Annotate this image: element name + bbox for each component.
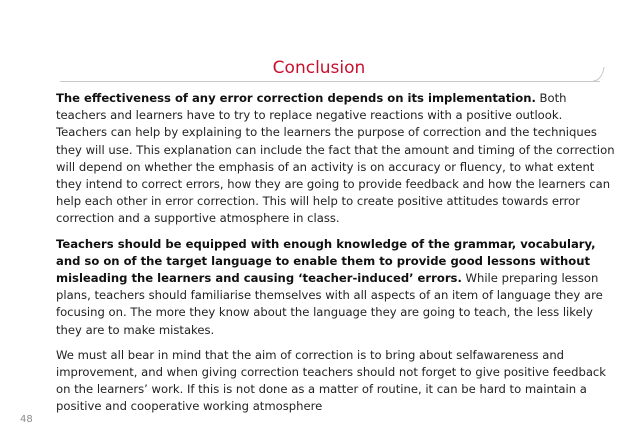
paragraph-teacher-knowledge [56, 236, 616, 339]
slide-body [56, 90, 616, 424]
paragraph-effectiveness-text: Both teachers and learners have to try to replace negative reactions with a positive outlook. Teachers can help by explaining to the learners the purpose of correction and the techniques they will use. This explanation can include the fact that the amount and timing of the correction will depend on whether the emphasis of an activity is on accuracy or fluency, to what extent they intend to correct errors, how they are going to provide feedback and how the learners can help each other in error correction. This will help to create positive attitudes towards error correction and a supportive atmosphere in class. [56, 91, 615, 226]
divider-curl-icon [592, 66, 606, 82]
paragraph-teacher-knowledge-text: While preparing lesson plans, teachers should familiarise themselves with all aspects of an item of language they are focusing on. The more they know about the language they are going to teach, the less likely they are to make mistakes. [56, 271, 603, 337]
paragraph-aim-of-correction-text: We must all bear in mind that the aim of correction is to bring about selfawareness and improvement, and when giving correction teachers should not forget to give positive feedback on the learners’ work. If this is not done as a matter of routine, it can be hard to maintain a positive and cooperative working atmosphere [56, 347, 607, 414]
paragraph-effectiveness [56, 90, 616, 228]
paragraph-teacher-knowledge-lead: Teachers should be equipped with enough knowledge of the grammar, vocabulary, and so on of the target language to enable them to provide good lessons without misleading the learners and causing ‘teacher-induced’ errors. [56, 236, 596, 286]
page-number: 48 [20, 414, 33, 425]
slide-title: Conclusion [272, 58, 366, 78]
paragraph-effectiveness-lead: The effectiveness of any error correction depends on its implementation. [56, 91, 536, 105]
paragraph-aim-of-correction [56, 347, 616, 416]
title-divider [60, 81, 600, 82]
